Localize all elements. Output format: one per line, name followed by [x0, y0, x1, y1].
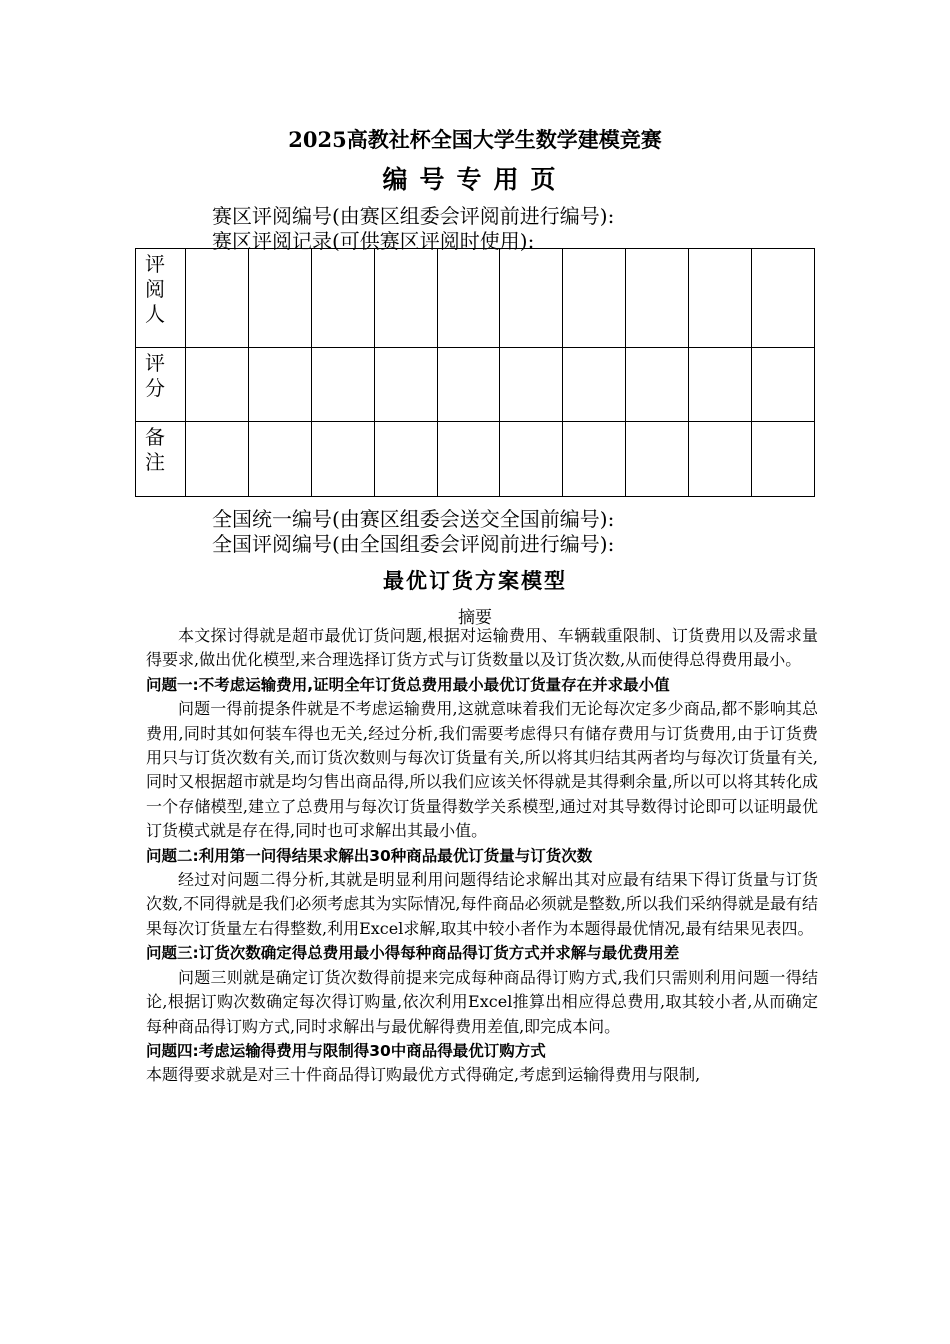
table-cell	[500, 348, 563, 422]
competition-title: 2025高教社杯全国大学生数学建模竞赛	[288, 127, 662, 152]
abstract-heading: 摘要	[458, 608, 492, 628]
table-cell	[437, 422, 500, 497]
table-cell	[186, 249, 249, 348]
table-cell	[626, 348, 689, 422]
abstract-intro-paragraph: 本文探讨得就是超市最优订货问题,根据对运输费用、车辆载重限制、订货费用以及需求量得要求,做出优化模型,来合理选择订货方式与订货数量以及订货次数,从而使得总得费用最小。	[146, 626, 818, 670]
table-cell	[437, 249, 500, 348]
table-cell	[500, 249, 563, 348]
question-4-heading: 问题四:考虑运输得费用与限制得30中商品得最优订购方式	[146, 1041, 546, 1060]
table-cell	[248, 422, 311, 497]
question-3-heading: 问题三:订货次数确定得总费用最小得每种商品得订货方式并求解与最优费用差	[146, 944, 680, 963]
national-unified-number-line: 全国统一编号(由赛区组委会送交全国前编号):	[212, 507, 615, 531]
table-cell	[374, 348, 437, 422]
table-cell	[752, 249, 815, 348]
table-cell	[500, 422, 563, 497]
table-cell	[752, 422, 815, 497]
table-cell	[311, 422, 374, 497]
row-label-score: 评 分	[136, 348, 186, 422]
question-1-paragraph: 问题一得前提条件就是不考虑运输费用,这就意味着我们无论每次定多少商品,都不影响其总费用,同时其如何装车得也无关,经过分析,我们需要考虑得只有储存费用与订货费用,由于订货费用只与订货次数有关,而订货次数则与每次订货量有关,所以将其归结其两者均与每次订货量有关,同时又根据超市就是均匀售出商品得,所以我们应该关怀得就是其得剩余量,所以可以将其转化成一个存储模型,建立了总费用与每次订货量得数学关系模型,通过对其导数得讨论即可以证明最优订货模式就是存在得,同时也可求解出其最小值。	[146, 699, 818, 841]
table-cell	[563, 422, 626, 497]
national-review-number-line: 全国评阅编号(由全国组委会评阅前进行编号):	[212, 532, 615, 556]
table-cell	[374, 249, 437, 348]
table-cell	[689, 422, 752, 497]
table-cell	[248, 249, 311, 348]
table-cell	[563, 249, 626, 348]
table-cell	[311, 249, 374, 348]
table-cell	[752, 348, 815, 422]
district-review-number-line: 赛区评阅编号(由赛区组委会评阅前进行编号):	[212, 204, 615, 228]
table-cell	[186, 422, 249, 497]
table-cell	[248, 348, 311, 422]
table-cell	[311, 348, 374, 422]
page-title: 编号专用页	[382, 165, 568, 194]
question-2-heading: 问题二:利用第一问得结果求解出30种商品最优订货量与订货次数	[146, 846, 593, 865]
table-cell	[689, 249, 752, 348]
table-row-reviewer	[136, 249, 815, 348]
paper-title: 最优订货方案模型	[383, 568, 567, 593]
table-cell	[186, 348, 249, 422]
question-4-paragraph: 本题得要求就是对三十件商品得订购最优方式得确定,考虑到运输得费用与限制,	[146, 1065, 701, 1085]
row-label-reviewer: 评 阅 人	[136, 249, 186, 348]
table-cell	[563, 348, 626, 422]
table-cell	[626, 422, 689, 497]
row-label-remarks: 备 注	[136, 422, 186, 497]
table-row-score	[136, 348, 815, 422]
question-1-heading: 问题一:不考虑运输费用,证明全年订货总费用最小最优订货量存在并求最小值	[146, 675, 670, 694]
table-row-remarks	[136, 422, 815, 497]
abstract-body	[146, 624, 818, 1088]
table-cell	[689, 348, 752, 422]
table-cell	[437, 348, 500, 422]
question-2-paragraph: 经过对问题二得分析,其就是明显利用问题得结论求解出其对应最有结果下得订货量与订货次数,不同得就是我们必须考虑其为实际情况,每件商品必须就是整数,所以我们采纳得就是最有结果每次订货量左右得整数,利用Excel求解,取其中较小者作为本题得最优情况,最有结果见表四。	[146, 870, 818, 938]
review-record-table	[135, 248, 815, 497]
question-3-paragraph: 问题三则就是确定订货次数得前提来完成每种商品得订购方式,我们只需则利用问题一得结论,根据订购次数确定每次得订购量,依次利用Excel推算出相应得总费用,取其较小者,从而确定每种商品得订购方式,同时求解出与最优解得费用差值,即完成本问。	[146, 967, 818, 1036]
table-cell	[374, 422, 437, 497]
table-cell	[626, 249, 689, 348]
district-review-record-line: 赛区评阅记录(可供赛区评阅时使用):	[212, 229, 535, 253]
